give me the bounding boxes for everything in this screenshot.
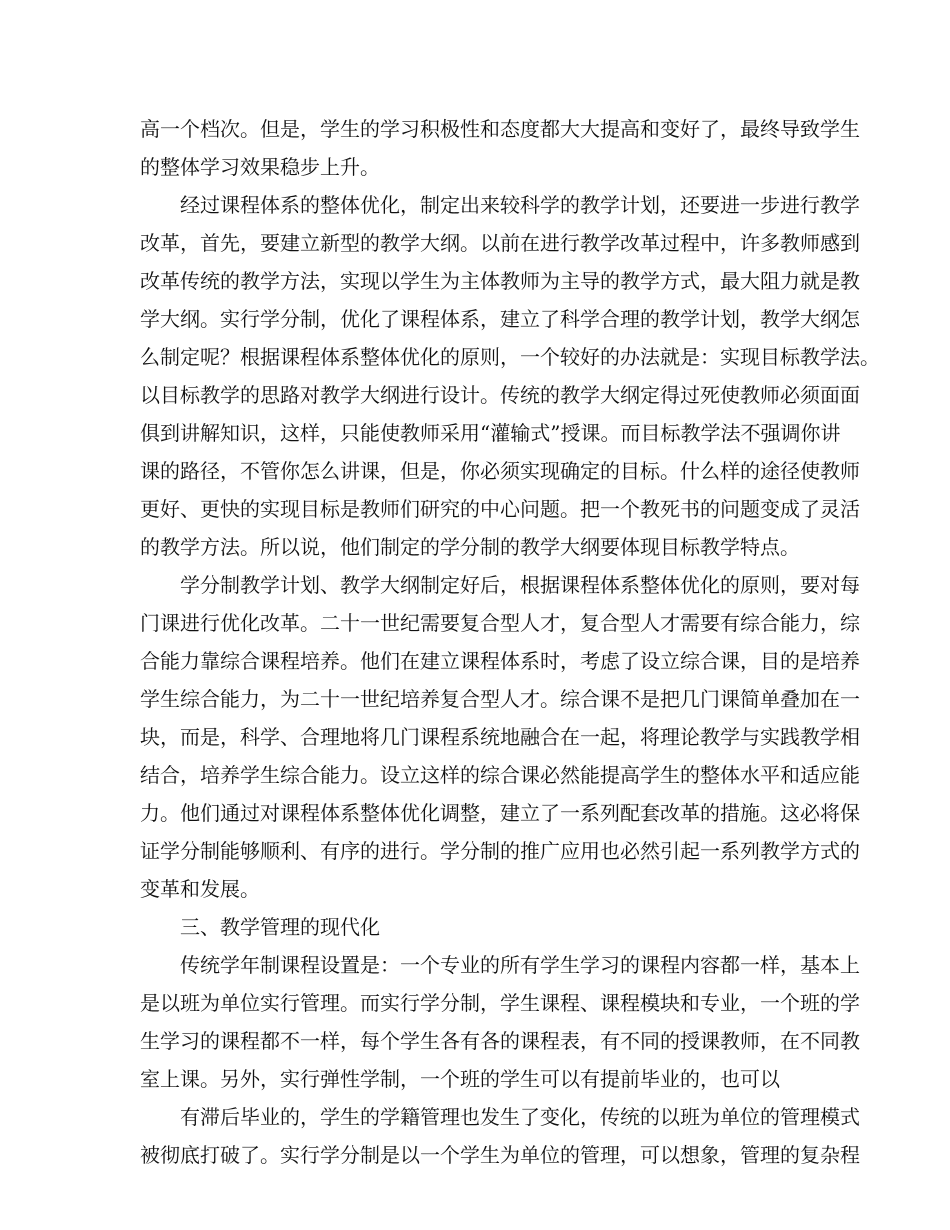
section-heading: 三、教学管理的现代化 xyxy=(180,915,380,939)
text-line: 么制定呢？根据课程体系整体优化的原则，一个较好的办法就是：实现目标教学法。 xyxy=(140,345,880,369)
text-line: 门课进行优化改革。二十一世纪需要复合型人才，复合型人才需要有综合能力，综 xyxy=(140,611,860,635)
text-line: 学生综合能力，为二十一世纪培养复合型人才。综合课不是把几门课简单叠加在一 xyxy=(140,687,860,711)
text-line: 的整体学习效果稳步上升。 xyxy=(140,155,380,179)
text-line: 经过课程体系的整体优化，制定出来较科学的教学计划，还要进一步进行教学 xyxy=(180,193,860,217)
text-line: 高一个档次。但是，学生的学习积极性和态度都大大提高和变好了，最终导致学生 xyxy=(140,117,860,141)
text-line: 改革，首先，要建立新型的教学大纲。以前在进行教学改革过程中，许多教师感到 xyxy=(140,231,860,255)
text-line: 是以班为单位实行管理。而实行学分制，学生课程、课程模块和专业，一个班的学 xyxy=(140,991,860,1015)
text-line: 有滞后毕业的，学生的学籍管理也发生了变化，传统的以班为单位的管理模式 xyxy=(180,1105,860,1129)
text-line: 课的路径，不管你怎么讲课，但是，你必须实现确定的目标。什么样的途径使教师 xyxy=(140,459,860,483)
text-line: 俱到讲解知识，这样，只能使教师采用“灌输式”授课。而目标教学法不强调你讲 xyxy=(140,421,841,445)
text-line: 被彻底打破了。实行学分制是以一个学生为单位的管理，可以想象，管理的复杂程 xyxy=(140,1143,860,1167)
text-line: 学分制教学计划、教学大纲制定好后，根据课程体系整体优化的原则，要对每 xyxy=(180,573,860,597)
text-line: 更好、更快的实现目标是教师们研究的中心问题。把一个教死书的问题变成了灵活 xyxy=(140,497,860,521)
text-line: 变革和发展。 xyxy=(140,877,260,901)
text-line: 合能力靠综合课程培养。他们在建立课程体系时，考虑了设立综合课，目的是培养 xyxy=(140,649,860,673)
text-line: 的教学方法。所以说，他们制定的学分制的教学大纲要体现目标教学特点。 xyxy=(140,535,800,559)
text-line: 块，而是，科学、合理地将几门课程系统地融合在一起，将理论教学与实践教学相 xyxy=(140,725,860,749)
text-line: 生学习的课程都不一样，每个学生各有各的课程表，有不同的授课教师，在不同教 xyxy=(140,1029,860,1053)
text-line: 学大纲。实行学分制，优化了课程体系，建立了科学合理的教学计划，教学大纲怎 xyxy=(140,307,860,331)
text-line: 结合，培养学生综合能力。设立这样的综合课必然能提高学生的整体水平和适应能 xyxy=(140,763,860,787)
text-line: 传统学年制课程设置是：一个专业的所有学生学习的课程内容都一样，基本上 xyxy=(180,953,860,977)
text-line: 证学分制能够顺利、有序的进行。学分制的推广应用也必然引起一系列教学方式的 xyxy=(140,839,860,863)
text-line: 以目标教学的思路对教学大纲进行设计。传统的教学大纲定得过死使教师必须面面 xyxy=(140,383,860,407)
text-line: 室上课。另外，实行弹性学制，一个班的学生可以有提前毕业的，也可以 xyxy=(140,1067,780,1091)
text-line: 力。他们通过对课程体系整体优化调整，建立了一系列配套改革的措施。这必将保 xyxy=(140,801,860,825)
text-line: 改革传统的教学方法，实现以学生为主体教师为主导的教学方式，最大阻力就是教 xyxy=(140,269,860,293)
